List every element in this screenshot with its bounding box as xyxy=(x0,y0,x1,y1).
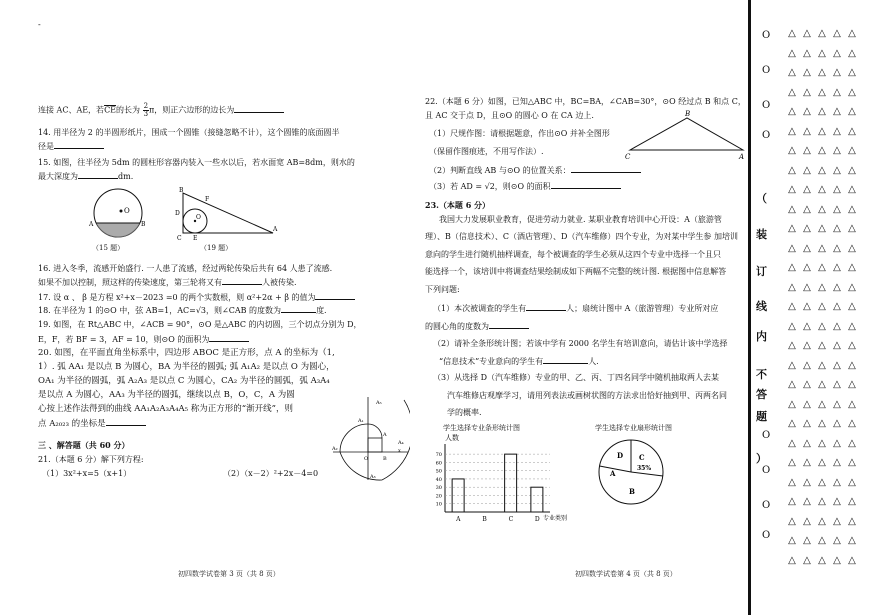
binding-symbol: △ xyxy=(803,418,811,429)
binding-symbol: △ xyxy=(833,106,841,117)
binding-symbol: △ xyxy=(788,203,796,215)
binding-symbol: △ xyxy=(818,86,826,98)
svg-text:x: x xyxy=(398,448,401,454)
binding-circle-mark: O xyxy=(762,465,771,476)
binding-symbol: △ xyxy=(848,379,856,390)
binding-symbol: △ xyxy=(803,125,811,137)
binding-symbol: △ xyxy=(788,262,796,273)
question-20-line4: 是以点 A 为圆心，AA₃ 为半径的圆弧，继续以点 B，O，C，A 为圆 xyxy=(38,390,295,400)
binding-symbol: △ xyxy=(848,476,856,488)
question-23-text2: 理）、B（信息技术）、C（酒店管理）、D（汽车维修）四个专业，为对某中学生参 加培训 xyxy=(425,232,738,241)
binding-symbol-column xyxy=(845,28,859,574)
svg-text:A: A xyxy=(739,153,745,161)
binding-symbol: △ xyxy=(818,476,826,488)
answer-blank[interactable] xyxy=(526,303,566,311)
binding-symbol: △ xyxy=(818,359,826,371)
binding-symbol: △ xyxy=(848,67,856,78)
bar-chart-y-tick: 50 xyxy=(435,468,442,475)
bar-c xyxy=(505,454,517,512)
question-23-text1: 我国大力发展职业教育，促进劳动力就业. 某职业教育培训中心开设：A（旅游管 xyxy=(439,215,722,224)
binding-symbol: △ xyxy=(803,535,811,546)
question-15-line2: 最大深度为 dm. xyxy=(38,172,134,181)
binding-circle-mark: O xyxy=(762,530,771,541)
bar-chart-ylabel: 人数 xyxy=(445,434,459,442)
binding-symbol: △ xyxy=(818,28,826,39)
binding-symbol: △ xyxy=(833,379,841,390)
binding-symbol: △ xyxy=(818,515,826,527)
binding-symbol: △ xyxy=(848,242,856,254)
binding-symbol: △ xyxy=(818,223,826,234)
figure-15-cylinder xyxy=(83,185,153,245)
question-23-part1: （1）本次被调查的学生有 人；扇统计图中 A（旅游管理）专业所对应 xyxy=(433,304,719,313)
binding-symbol: △ xyxy=(788,359,796,371)
svg-text:A: A xyxy=(383,432,387,438)
binding-symbol: △ xyxy=(833,418,841,429)
bar-chart xyxy=(425,430,575,530)
binding-symbol: △ xyxy=(788,320,796,332)
svg-text:D: D xyxy=(175,210,180,217)
bar-chart-y-tick: 40 xyxy=(435,476,442,483)
binding-symbol: △ xyxy=(833,28,841,39)
binding-symbol: △ xyxy=(818,67,826,78)
fraction: $\frac{2}{3}$ xyxy=(143,102,149,118)
binding-symbol: △ xyxy=(788,223,796,234)
binding-symbol: △ xyxy=(848,457,856,468)
question-23: 23.（本题 6 分） xyxy=(425,200,491,210)
binding-symbol: △ xyxy=(833,184,841,195)
pie-label-a: A xyxy=(610,469,616,478)
binding-symbol: △ xyxy=(788,106,796,117)
binding-symbol: △ xyxy=(803,106,811,117)
pie-divider xyxy=(631,472,663,476)
bar-chart-x-tick: A xyxy=(456,516,461,523)
svg-text:B: B xyxy=(141,221,146,228)
binding-symbol: △ xyxy=(848,47,856,59)
bar-chart-y-tick: 60 xyxy=(435,460,442,467)
binding-symbol: △ xyxy=(833,86,841,98)
question-22-line2: 且 AC 交于点 D，且⊙O 的圆心 O 在 CA 边上. xyxy=(425,111,594,120)
binding-symbol: △ xyxy=(788,281,796,293)
question-20: 20. 如图，在平面直角坐标系中，四边形 ABOC 是正方形，点 A 的坐标为（1, xyxy=(38,348,335,358)
svg-text:E: E xyxy=(193,235,198,240)
answer-blank[interactable] xyxy=(489,321,529,329)
binding-symbol: △ xyxy=(833,535,841,546)
svg-text:C: C xyxy=(625,153,631,161)
binding-symbol: △ xyxy=(803,320,811,332)
svg-text:A₁: A₁ xyxy=(358,418,364,424)
svg-text:A₄: A₄ xyxy=(398,440,404,446)
pie-label-c: C xyxy=(639,453,645,462)
binding-symbol: △ xyxy=(833,340,841,351)
binding-symbol: △ xyxy=(818,535,826,546)
binding-symbol: △ xyxy=(848,301,856,312)
binding-symbol: △ xyxy=(803,359,811,371)
question-22: 22.（本题 6 分）如图，已知△ABC 中，BC=BA，∠CAB=30°，⊙O 经过点 B 和点 C， xyxy=(425,97,746,106)
bar-chart-y-tick: 70 xyxy=(435,452,442,459)
binding-char: 不 xyxy=(756,368,767,381)
question-23-part3: （3）从选择 D（汽车维修）专业的甲、乙、丙、丁四名同学中随机抽取两人去某 xyxy=(433,373,720,382)
binding-symbol: △ xyxy=(848,418,856,429)
question-20-line6: 点 A₂₀₂₃ 的坐标是 xyxy=(38,418,146,430)
binding-symbol: △ xyxy=(803,242,811,254)
binding-symbol: △ xyxy=(833,145,841,156)
binding-symbol: △ xyxy=(848,203,856,215)
binding-symbol: △ xyxy=(788,340,796,351)
binding-symbol: △ xyxy=(833,437,841,449)
binding-symbol: △ xyxy=(818,47,826,59)
question-21-part2: （2）（x－2）²+2x－4=0 xyxy=(223,469,319,478)
binding-symbol: △ xyxy=(848,340,856,351)
binding-symbol: △ xyxy=(833,47,841,59)
binding-symbol: △ xyxy=(818,125,826,137)
binding-char: 线 xyxy=(756,300,767,313)
binding-symbol: △ xyxy=(833,496,841,507)
binding-symbol: △ xyxy=(788,242,796,254)
question-22-part1: （1）尺规作图：请根据题意，作出⊙O 并补全图形 xyxy=(429,129,610,138)
question-23-text4: 能选择一个，该培训中将调查结果绘制成如下两幅不完整的统计图. 根据图中信息解答 xyxy=(425,267,727,276)
bar-chart-title: 学生选择专业条形统计图 xyxy=(443,424,520,432)
binding-char: 答 xyxy=(756,388,767,401)
bar-chart-y-tick: 20 xyxy=(435,493,442,500)
figure-20-involute xyxy=(328,392,410,482)
svg-text:A₃: A₃ xyxy=(370,474,376,480)
answer-blank[interactable] xyxy=(222,277,262,285)
binding-symbol: △ xyxy=(788,515,796,527)
binding-symbol: △ xyxy=(803,301,811,312)
figure-19-label: （19 题） xyxy=(200,244,233,252)
binding-symbol: △ xyxy=(848,164,856,176)
binding-symbol: △ xyxy=(848,515,856,527)
binding-symbol: △ xyxy=(848,281,856,293)
binding-symbol: △ xyxy=(833,398,841,410)
svg-text:O: O xyxy=(124,207,130,215)
binding-symbol: △ xyxy=(788,418,796,429)
question-17: 17. 设 α 、 β 是方程 x²+x－2023 =0 的两个实数根，则 α²+2α + β 的值为 xyxy=(38,292,355,303)
binding-symbol: △ xyxy=(818,320,826,332)
bar-chart-x-tick: C xyxy=(508,516,514,523)
answer-blank[interactable] xyxy=(106,418,146,426)
binding-circle-mark: O xyxy=(762,100,771,111)
bar-chart-y-tick: 30 xyxy=(435,485,442,492)
svg-text:B: B xyxy=(383,456,387,462)
binding-symbol: △ xyxy=(788,164,796,176)
pie-chart-title: 学生选择专业扇形统计图 xyxy=(595,424,672,432)
binding-margin xyxy=(748,0,870,615)
binding-symbol: △ xyxy=(803,515,811,527)
binding-symbol: △ xyxy=(818,106,826,117)
svg-text:A: A xyxy=(89,221,94,228)
binding-symbol: △ xyxy=(788,476,796,488)
binding-symbol: △ xyxy=(803,496,811,507)
answer-blank[interactable] xyxy=(54,141,104,149)
binding-symbol: △ xyxy=(788,145,796,156)
binding-symbol: △ xyxy=(818,262,826,273)
binding-symbol: △ xyxy=(848,437,856,449)
binding-char: 题 xyxy=(756,410,767,423)
question-22-part2: （2）判断直线 AB 与⊙O 的位置关系： xyxy=(429,165,641,176)
question-19: 19. 如图，在 Rt△ABC 中，∠ACB = 90°，⊙O 是△ABC 的内切圆，三个切点分别为 D， xyxy=(38,320,362,329)
binding-symbol: △ xyxy=(848,359,856,371)
binding-symbol: △ xyxy=(818,203,826,215)
binding-symbol: △ xyxy=(788,67,796,78)
binding-symbol: △ xyxy=(803,145,811,156)
question-18: 18. 在半径为 1 的⊙O 中，弦 AB=1，AC=√3，则∠CAB 的度数为 度. xyxy=(38,306,327,315)
question-23-part3-line3: 学的概率. xyxy=(447,408,482,417)
binding-circle-mark: O xyxy=(762,130,771,141)
binding-symbol: △ xyxy=(788,554,796,566)
binding-char: 装 xyxy=(756,228,767,241)
binding-symbol: △ xyxy=(833,301,841,312)
binding-symbol: △ xyxy=(833,359,841,371)
pie-label-d: D xyxy=(617,451,624,460)
binding-symbol: △ xyxy=(803,47,811,59)
answer-blank[interactable] xyxy=(78,171,118,179)
svg-text:A₂: A₂ xyxy=(332,446,338,452)
svg-text:C: C xyxy=(177,235,182,240)
question-21-part1: （1）3x²+x=5（x+1） xyxy=(42,469,132,478)
question-14: 14. 用半径为 2 的半圆形纸片，围成一个圆锥（接缝忽略不计），这个圆锥的底面圆半 xyxy=(38,128,340,137)
binding-symbol: △ xyxy=(848,145,856,156)
binding-symbol: △ xyxy=(803,184,811,195)
binding-symbol: △ xyxy=(803,281,811,293)
binding-symbol: △ xyxy=(803,379,811,390)
binding-symbol: △ xyxy=(818,242,826,254)
answer-blank[interactable] xyxy=(571,165,641,173)
question-19-line2: E，F，若 BF = 3，AF = 10，则⊙O 的面积为 xyxy=(38,334,249,345)
binding-symbol: △ xyxy=(818,418,826,429)
answer-blank[interactable] xyxy=(209,334,249,342)
binding-char: 订 xyxy=(756,265,767,278)
binding-symbol: △ xyxy=(803,262,811,273)
answer-blank[interactable] xyxy=(281,305,316,313)
binding-symbol: △ xyxy=(833,164,841,176)
binding-symbol: △ xyxy=(848,398,856,410)
binding-symbol: △ xyxy=(833,203,841,215)
figure-19-triangle xyxy=(173,185,278,240)
binding-symbol: △ xyxy=(848,184,856,195)
binding-symbol: △ xyxy=(833,67,841,78)
answer-blank[interactable] xyxy=(234,105,284,113)
question-16: 16. 进入冬季，流感开始盛行. 一人患了流感，经过两轮传染后共有 64 人患了流感. xyxy=(38,264,333,273)
binding-symbol: △ xyxy=(848,554,856,566)
binding-line xyxy=(748,0,751,615)
binding-symbol: △ xyxy=(788,535,796,546)
binding-symbol-column xyxy=(800,28,814,574)
binding-symbol: △ xyxy=(818,457,826,468)
binding-symbol: △ xyxy=(848,262,856,273)
svg-text:O: O xyxy=(364,456,369,462)
question-21: 21.（本题 6 分）解下列方程: xyxy=(38,455,144,464)
answer-blank[interactable] xyxy=(543,356,588,364)
binding-symbol: △ xyxy=(848,86,856,98)
bar-chart-x-tick: D xyxy=(534,516,540,523)
binding-symbol: △ xyxy=(833,281,841,293)
binding-symbol: △ xyxy=(803,554,811,566)
binding-symbol: △ xyxy=(803,398,811,410)
binding-symbol: △ xyxy=(803,86,811,98)
question-20-line5: 心按上述作法得到的曲线 AA₁A₂A₃A₄A₅ 称为正方形的“渐开线”，则 xyxy=(38,404,293,414)
question-14-line2: 径是 xyxy=(38,141,104,152)
question-23-part2-line2: “信息技术”专业意向的学生有 人. xyxy=(439,357,599,366)
question-23-part1-line2: 的圆心角的度数为 xyxy=(425,321,529,332)
binding-symbol: △ xyxy=(818,379,826,390)
binding-symbol: △ xyxy=(848,28,856,39)
binding-symbol: △ xyxy=(788,379,796,390)
question-22-part3: （3）若 AD = √2，则⊙O 的面积 xyxy=(429,181,621,192)
binding-symbol: △ xyxy=(788,496,796,507)
binding-symbol: △ xyxy=(818,398,826,410)
binding-circle-mark: O xyxy=(762,30,771,41)
binding-symbol: △ xyxy=(833,223,841,234)
binding-symbol: △ xyxy=(788,457,796,468)
question-23-part3-line2: 汽车维修店观摩学习，请用列表法或画树状图的方法求出恰好抽到甲、丙两名同 xyxy=(447,391,727,400)
question-16-line2: 如果不加以控制，照这样的传染速度，第三轮将又有 人被传染. xyxy=(38,278,297,287)
binding-symbol: △ xyxy=(818,184,826,195)
binding-symbol: △ xyxy=(833,320,841,332)
binding-symbol-column xyxy=(815,28,829,574)
figure-22-triangle xyxy=(625,108,750,163)
binding-symbol: △ xyxy=(848,125,856,137)
binding-symbol: △ xyxy=(788,184,796,195)
question-20-line3: OA₁ 为半径的圆弧，弧 A₂A₃ 是以点 C 为圆心，CA₂ 为半径的圆弧，弧 A₃A₄ xyxy=(38,376,330,386)
binding-symbol: △ xyxy=(848,496,856,507)
question-23-part2: （2）请补全条形统计图；若该中学有 2000 名学生有培训意向，请估计该中学选择 xyxy=(433,339,728,348)
binding-symbol: △ xyxy=(818,281,826,293)
binding-symbol: △ xyxy=(803,28,811,39)
binding-symbol: △ xyxy=(833,457,841,468)
binding-symbol: △ xyxy=(803,164,811,176)
answer-blank[interactable] xyxy=(315,292,355,300)
svg-text:B: B xyxy=(685,110,691,118)
bar-chart-x-tick: B xyxy=(482,516,487,523)
binding-symbol: △ xyxy=(818,340,826,351)
mark-dot: - xyxy=(38,20,41,29)
binding-circle-mark: O xyxy=(762,430,771,441)
right-page-footer: 初四数学试卷第 4 页（共 8 页） xyxy=(575,570,677,578)
svg-text:B: B xyxy=(179,187,184,194)
binding-symbol: △ xyxy=(818,554,826,566)
binding-symbol: △ xyxy=(818,437,826,449)
question-22-part1-note: （保留作图痕迹，不用写作法）. xyxy=(429,147,544,156)
binding-symbol: △ xyxy=(788,437,796,449)
binding-symbol: △ xyxy=(788,28,796,39)
binding-symbol: △ xyxy=(803,223,811,234)
binding-symbol: △ xyxy=(848,223,856,234)
binding-symbol: △ xyxy=(818,301,826,312)
svg-text:A₅: A₅ xyxy=(376,400,382,406)
pie-label-b: B xyxy=(629,487,635,496)
binding-char: ） xyxy=(756,452,767,465)
binding-symbol: △ xyxy=(818,164,826,176)
pie-chart xyxy=(595,436,675,512)
binding-symbol: △ xyxy=(788,86,796,98)
binding-symbol: △ xyxy=(833,515,841,527)
binding-char: （ xyxy=(756,192,767,205)
question-23-text3: 意向的学生进行随机抽样调查，每个被调查的学生必须从这四个专业中选择一个且只 xyxy=(425,250,721,259)
question-20-line2: 1）. 弧 AA₁ 是以点 B 为圆心，BA 为半径的圆弧; 弧 A₁A₂ 是以点 O 为圆心， xyxy=(38,362,335,372)
question-15: 15. 如图，往半径为 5dm 的圆柱形容器内装入一些水以后，若水面宽 AB=8dm，则水的 xyxy=(38,158,355,167)
binding-char: 内 xyxy=(756,330,767,343)
binding-symbol: △ xyxy=(848,535,856,546)
binding-symbol: △ xyxy=(818,145,826,156)
binding-symbol: △ xyxy=(788,301,796,312)
binding-symbol: △ xyxy=(848,106,856,117)
binding-symbol: △ xyxy=(803,67,811,78)
binding-symbol: △ xyxy=(788,47,796,59)
pie-label-c-percent: 35% xyxy=(637,465,652,472)
binding-symbol: △ xyxy=(803,457,811,468)
binding-symbol: △ xyxy=(803,340,811,351)
binding-symbol: △ xyxy=(803,437,811,449)
binding-symbol: △ xyxy=(818,496,826,507)
section-3-heading: 三 、解答题（共 60 分） xyxy=(38,440,130,450)
svg-text:O: O xyxy=(196,214,201,221)
answer-blank[interactable] xyxy=(551,181,621,189)
binding-symbol: △ xyxy=(848,320,856,332)
binding-symbol: △ xyxy=(833,262,841,273)
binding-circle-mark: O xyxy=(762,65,771,76)
left-page-footer: 初四数学试卷第 3 页（共 8 页） xyxy=(178,570,280,578)
binding-symbol-column xyxy=(785,28,799,574)
bar-d xyxy=(531,487,543,512)
svg-text:A: A xyxy=(273,226,278,233)
binding-symbol: △ xyxy=(833,476,841,488)
binding-symbol-column xyxy=(830,28,844,574)
binding-symbol: △ xyxy=(803,476,811,488)
question-23-text5: 下列问题: xyxy=(425,285,460,294)
binding-symbol: △ xyxy=(833,554,841,566)
binding-circle-mark: O xyxy=(762,500,771,511)
bar-chart-xlabel: 专业类别 xyxy=(543,515,568,522)
binding-symbol: △ xyxy=(788,398,796,410)
binding-symbol: △ xyxy=(803,203,811,215)
binding-symbol: △ xyxy=(833,125,841,137)
binding-symbol: △ xyxy=(788,125,796,137)
figure-15-label: （15 题） xyxy=(92,244,125,252)
question-13-tail: 连接 AC、AE，若$\overline{CE}$的长为 $\frac{2}{3}$ π，则正六边形的边长为 xyxy=(38,103,284,118)
svg-text:F: F xyxy=(205,196,210,203)
bar-chart-y-tick: 10 xyxy=(435,501,442,508)
binding-symbol: △ xyxy=(833,242,841,254)
